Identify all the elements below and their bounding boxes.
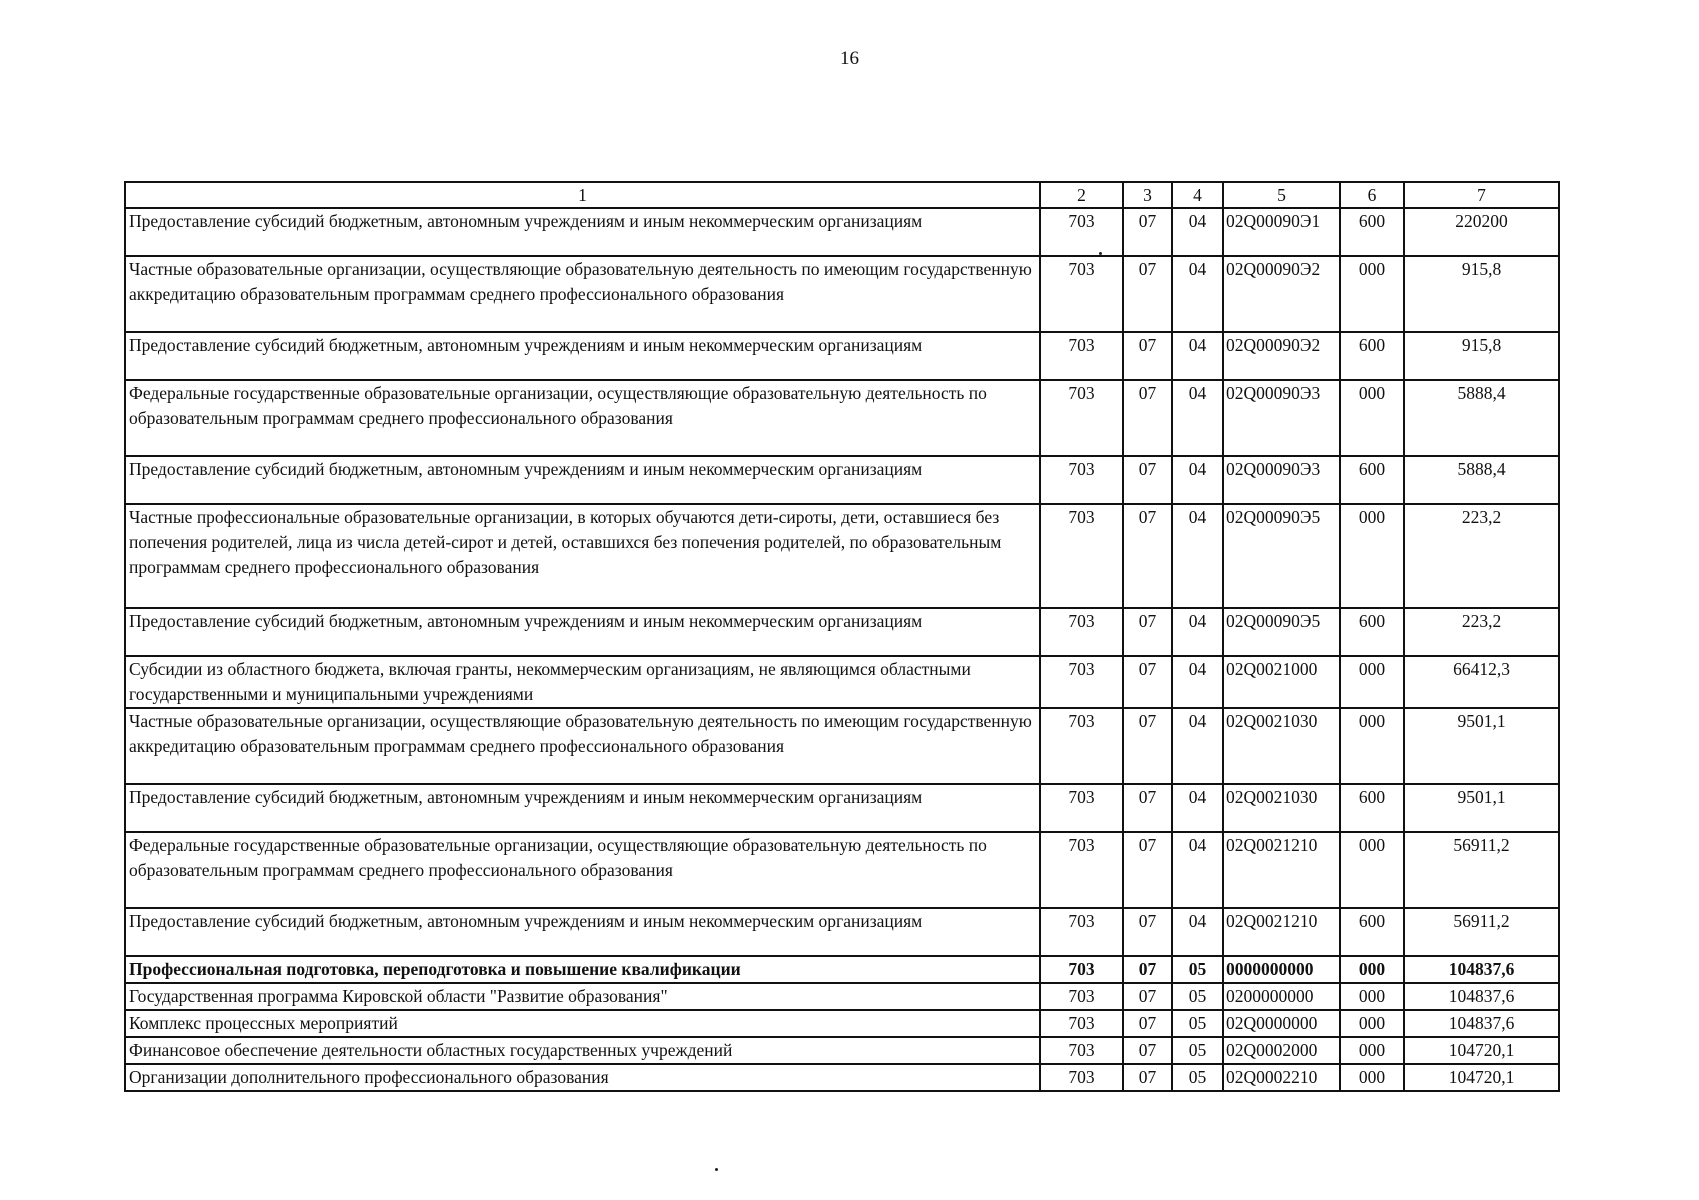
scan-speck <box>1099 252 1102 255</box>
subsection-cell: 05 <box>1172 1037 1223 1064</box>
row-name-cell: Субсидии из областного бюджета, включая гранты, некоммерческим организациям, не являющимся областными государственными и муниципальными учреждениями <box>125 656 1040 708</box>
amount-cell: 104720,1 <box>1404 1064 1559 1091</box>
code-cell: 703 <box>1040 504 1123 608</box>
table-row <box>125 784 1559 832</box>
row-name-cell: Предоставление субсидий бюджетным, автономным учреждениям и иным некоммерческим организациям <box>125 908 1040 956</box>
code-cell: 703 <box>1040 708 1123 784</box>
column-header: 3 <box>1123 182 1172 208</box>
table-row <box>125 256 1559 332</box>
target-article-cell: 02Q0021030 <box>1223 708 1340 784</box>
amount-cell: 56911,2 <box>1404 832 1559 908</box>
subsection-cell: 04 <box>1172 656 1223 708</box>
expense-type-cell: 600 <box>1340 908 1404 956</box>
code-cell: 703 <box>1040 784 1123 832</box>
target-article-cell: 02Q0000000 <box>1223 1010 1340 1037</box>
expense-type-cell: 000 <box>1340 983 1404 1010</box>
table-row <box>125 332 1559 380</box>
section-cell: 07 <box>1123 908 1172 956</box>
row-name-cell: Частные образовательные организации, осуществляющие образовательную деятельность по имеющим государственную аккредитацию образовательным программам среднего профессионального образования <box>125 708 1040 784</box>
expense-type-cell: 000 <box>1340 708 1404 784</box>
amount-cell: 915,8 <box>1404 332 1559 380</box>
amount-cell: 223,2 <box>1404 608 1559 656</box>
code-cell: 703 <box>1040 656 1123 708</box>
row-name-cell: Федеральные государственные образовательные организации, осуществляющие образовательную деятельность по образовательным программам среднего профессионального образования <box>125 380 1040 456</box>
expense-type-cell: 600 <box>1340 332 1404 380</box>
row-name-cell: Предоставление субсидий бюджетным, автономным учреждениям и иным некоммерческим организациям <box>125 784 1040 832</box>
code-cell: 703 <box>1040 1010 1123 1037</box>
row-name-cell: Частные профессиональные образовательные организации, в которых обучаются дети-сироты, дети, оставшиеся без попечения родителей, лица из числа детей-сирот и детей, оставшихся без попечения родителей, по образовательным программам среднего профессионального образования <box>125 504 1040 608</box>
column-header: 4 <box>1172 182 1223 208</box>
code-cell: 703 <box>1040 1037 1123 1064</box>
row-name-cell: Предоставление субсидий бюджетным, автономным учреждениям и иным некоммерческим организациям <box>125 456 1040 504</box>
table-row <box>125 656 1559 708</box>
budget-table <box>124 181 1560 1092</box>
expense-type-cell: 600 <box>1340 456 1404 504</box>
table-row <box>125 708 1559 784</box>
row-name-cell: Профессиональная подготовка, переподготовка и повышение квалификации <box>125 956 1040 983</box>
expense-type-cell: 000 <box>1340 1037 1404 1064</box>
column-header: 2 <box>1040 182 1123 208</box>
section-cell: 07 <box>1123 256 1172 332</box>
section-cell: 07 <box>1123 332 1172 380</box>
expense-type-cell: 000 <box>1340 656 1404 708</box>
section-cell: 07 <box>1123 832 1172 908</box>
expense-type-cell: 600 <box>1340 608 1404 656</box>
subsection-cell: 04 <box>1172 908 1223 956</box>
row-name-cell: Федеральные государственные образовательные организации, осуществляющие образовательную деятельность по образовательным программам среднего профессионального образования <box>125 832 1040 908</box>
target-article-cell: 02Q00090Э2 <box>1223 256 1340 332</box>
amount-cell: 915,8 <box>1404 256 1559 332</box>
code-cell: 703 <box>1040 608 1123 656</box>
subsection-cell: 05 <box>1172 1064 1223 1091</box>
amount-cell: 104837,6 <box>1404 983 1559 1010</box>
table-header-row <box>125 182 1559 208</box>
section-cell: 07 <box>1123 784 1172 832</box>
code-cell: 703 <box>1040 956 1123 983</box>
page-number: 16 <box>840 48 859 69</box>
amount-cell: 104837,6 <box>1404 956 1559 983</box>
expense-type-cell: 000 <box>1340 832 1404 908</box>
target-article-cell: 0200000000 <box>1223 983 1340 1010</box>
table-row <box>125 908 1559 956</box>
row-name-cell: Предоставление субсидий бюджетным, автономным учреждениям и иным некоммерческим организациям <box>125 332 1040 380</box>
section-cell: 07 <box>1123 504 1172 608</box>
expense-type-cell: 000 <box>1340 504 1404 608</box>
code-cell: 703 <box>1040 256 1123 332</box>
table-row <box>125 608 1559 656</box>
expense-type-cell: 600 <box>1340 208 1404 256</box>
column-header: 5 <box>1223 182 1340 208</box>
target-article-cell: 02Q00090Э2 <box>1223 332 1340 380</box>
amount-cell: 220200 <box>1404 208 1559 256</box>
amount-cell: 104720,1 <box>1404 1037 1559 1064</box>
section-cell: 07 <box>1123 983 1172 1010</box>
target-article-cell: 02Q0021030 <box>1223 784 1340 832</box>
amount-cell: 5888,4 <box>1404 380 1559 456</box>
section-cell: 07 <box>1123 1037 1172 1064</box>
amount-cell: 56911,2 <box>1404 908 1559 956</box>
column-header: 7 <box>1404 182 1559 208</box>
section-cell: 07 <box>1123 956 1172 983</box>
target-article-cell: 02Q00090Э5 <box>1223 504 1340 608</box>
amount-cell: 9501,1 <box>1404 708 1559 784</box>
code-cell: 703 <box>1040 208 1123 256</box>
expense-type-cell: 000 <box>1340 956 1404 983</box>
section-cell: 07 <box>1123 380 1172 456</box>
row-name-cell: Частные образовательные организации, осуществляющие образовательную деятельность по имеющим государственную аккредитацию образовательным программам среднего профессионального образования <box>125 256 1040 332</box>
code-cell: 703 <box>1040 1064 1123 1091</box>
code-cell: 703 <box>1040 456 1123 504</box>
section-cell: 07 <box>1123 1010 1172 1037</box>
subsection-cell: 04 <box>1172 504 1223 608</box>
row-name-cell: Финансовое обеспечение деятельности областных государственных учреждений <box>125 1037 1040 1064</box>
row-name-cell: Государственная программа Кировской области "Развитие образования" <box>125 983 1040 1010</box>
target-article-cell: 02Q0021210 <box>1223 908 1340 956</box>
section-cell: 07 <box>1123 1064 1172 1091</box>
subsection-cell: 05 <box>1172 983 1223 1010</box>
amount-cell: 5888,4 <box>1404 456 1559 504</box>
table-row <box>125 456 1559 504</box>
column-header: 6 <box>1340 182 1404 208</box>
code-cell: 703 <box>1040 983 1123 1010</box>
expense-type-cell: 000 <box>1340 256 1404 332</box>
section-cell: 07 <box>1123 656 1172 708</box>
target-article-cell: 02Q00090Э1 <box>1223 208 1340 256</box>
subsection-cell: 04 <box>1172 708 1223 784</box>
expense-type-cell: 000 <box>1340 380 1404 456</box>
table-row <box>125 1037 1559 1064</box>
expense-type-cell: 600 <box>1340 784 1404 832</box>
column-header: 1 <box>125 182 1040 208</box>
subsection-cell: 04 <box>1172 608 1223 656</box>
section-cell: 07 <box>1123 608 1172 656</box>
code-cell: 703 <box>1040 908 1123 956</box>
row-name-cell: Комплекс процессных мероприятий <box>125 1010 1040 1037</box>
subsection-cell: 04 <box>1172 784 1223 832</box>
amount-cell: 66412,3 <box>1404 656 1559 708</box>
amount-cell: 104837,6 <box>1404 1010 1559 1037</box>
table-row <box>125 504 1559 608</box>
table-row <box>125 832 1559 908</box>
target-article-cell: 02Q0002000 <box>1223 1037 1340 1064</box>
table-row <box>125 956 1559 983</box>
row-name-cell: Предоставление субсидий бюджетным, автономным учреждениям и иным некоммерческим организациям <box>125 208 1040 256</box>
section-cell: 07 <box>1123 208 1172 256</box>
table-row <box>125 380 1559 456</box>
row-name-cell: Предоставление субсидий бюджетным, автономным учреждениям и иным некоммерческим организациям <box>125 608 1040 656</box>
amount-cell: 9501,1 <box>1404 784 1559 832</box>
subsection-cell: 04 <box>1172 380 1223 456</box>
subsection-cell: 04 <box>1172 256 1223 332</box>
subsection-cell: 05 <box>1172 1010 1223 1037</box>
subsection-cell: 04 <box>1172 832 1223 908</box>
target-article-cell: 02Q0021210 <box>1223 832 1340 908</box>
target-article-cell: 02Q00090Э5 <box>1223 608 1340 656</box>
code-cell: 703 <box>1040 332 1123 380</box>
row-name-cell: Организации дополнительного профессионального образования <box>125 1064 1040 1091</box>
table-row <box>125 1064 1559 1091</box>
code-cell: 703 <box>1040 832 1123 908</box>
expense-type-cell: 000 <box>1340 1010 1404 1037</box>
subsection-cell: 04 <box>1172 456 1223 504</box>
target-article-cell: 02Q00090Э3 <box>1223 380 1340 456</box>
target-article-cell: 02Q0002210 <box>1223 1064 1340 1091</box>
amount-cell: 223,2 <box>1404 504 1559 608</box>
subsection-cell: 05 <box>1172 956 1223 983</box>
table-row <box>125 208 1559 256</box>
table-row <box>125 983 1559 1010</box>
table-body <box>125 208 1559 1091</box>
section-cell: 07 <box>1123 456 1172 504</box>
target-article-cell: 02Q0021000 <box>1223 656 1340 708</box>
scan-speck <box>715 1168 718 1171</box>
subsection-cell: 04 <box>1172 208 1223 256</box>
target-article-cell: 0000000000 <box>1223 956 1340 983</box>
table-row <box>125 1010 1559 1037</box>
section-cell: 07 <box>1123 708 1172 784</box>
target-article-cell: 02Q00090Э3 <box>1223 456 1340 504</box>
subsection-cell: 04 <box>1172 332 1223 380</box>
code-cell: 703 <box>1040 380 1123 456</box>
expense-type-cell: 000 <box>1340 1064 1404 1091</box>
